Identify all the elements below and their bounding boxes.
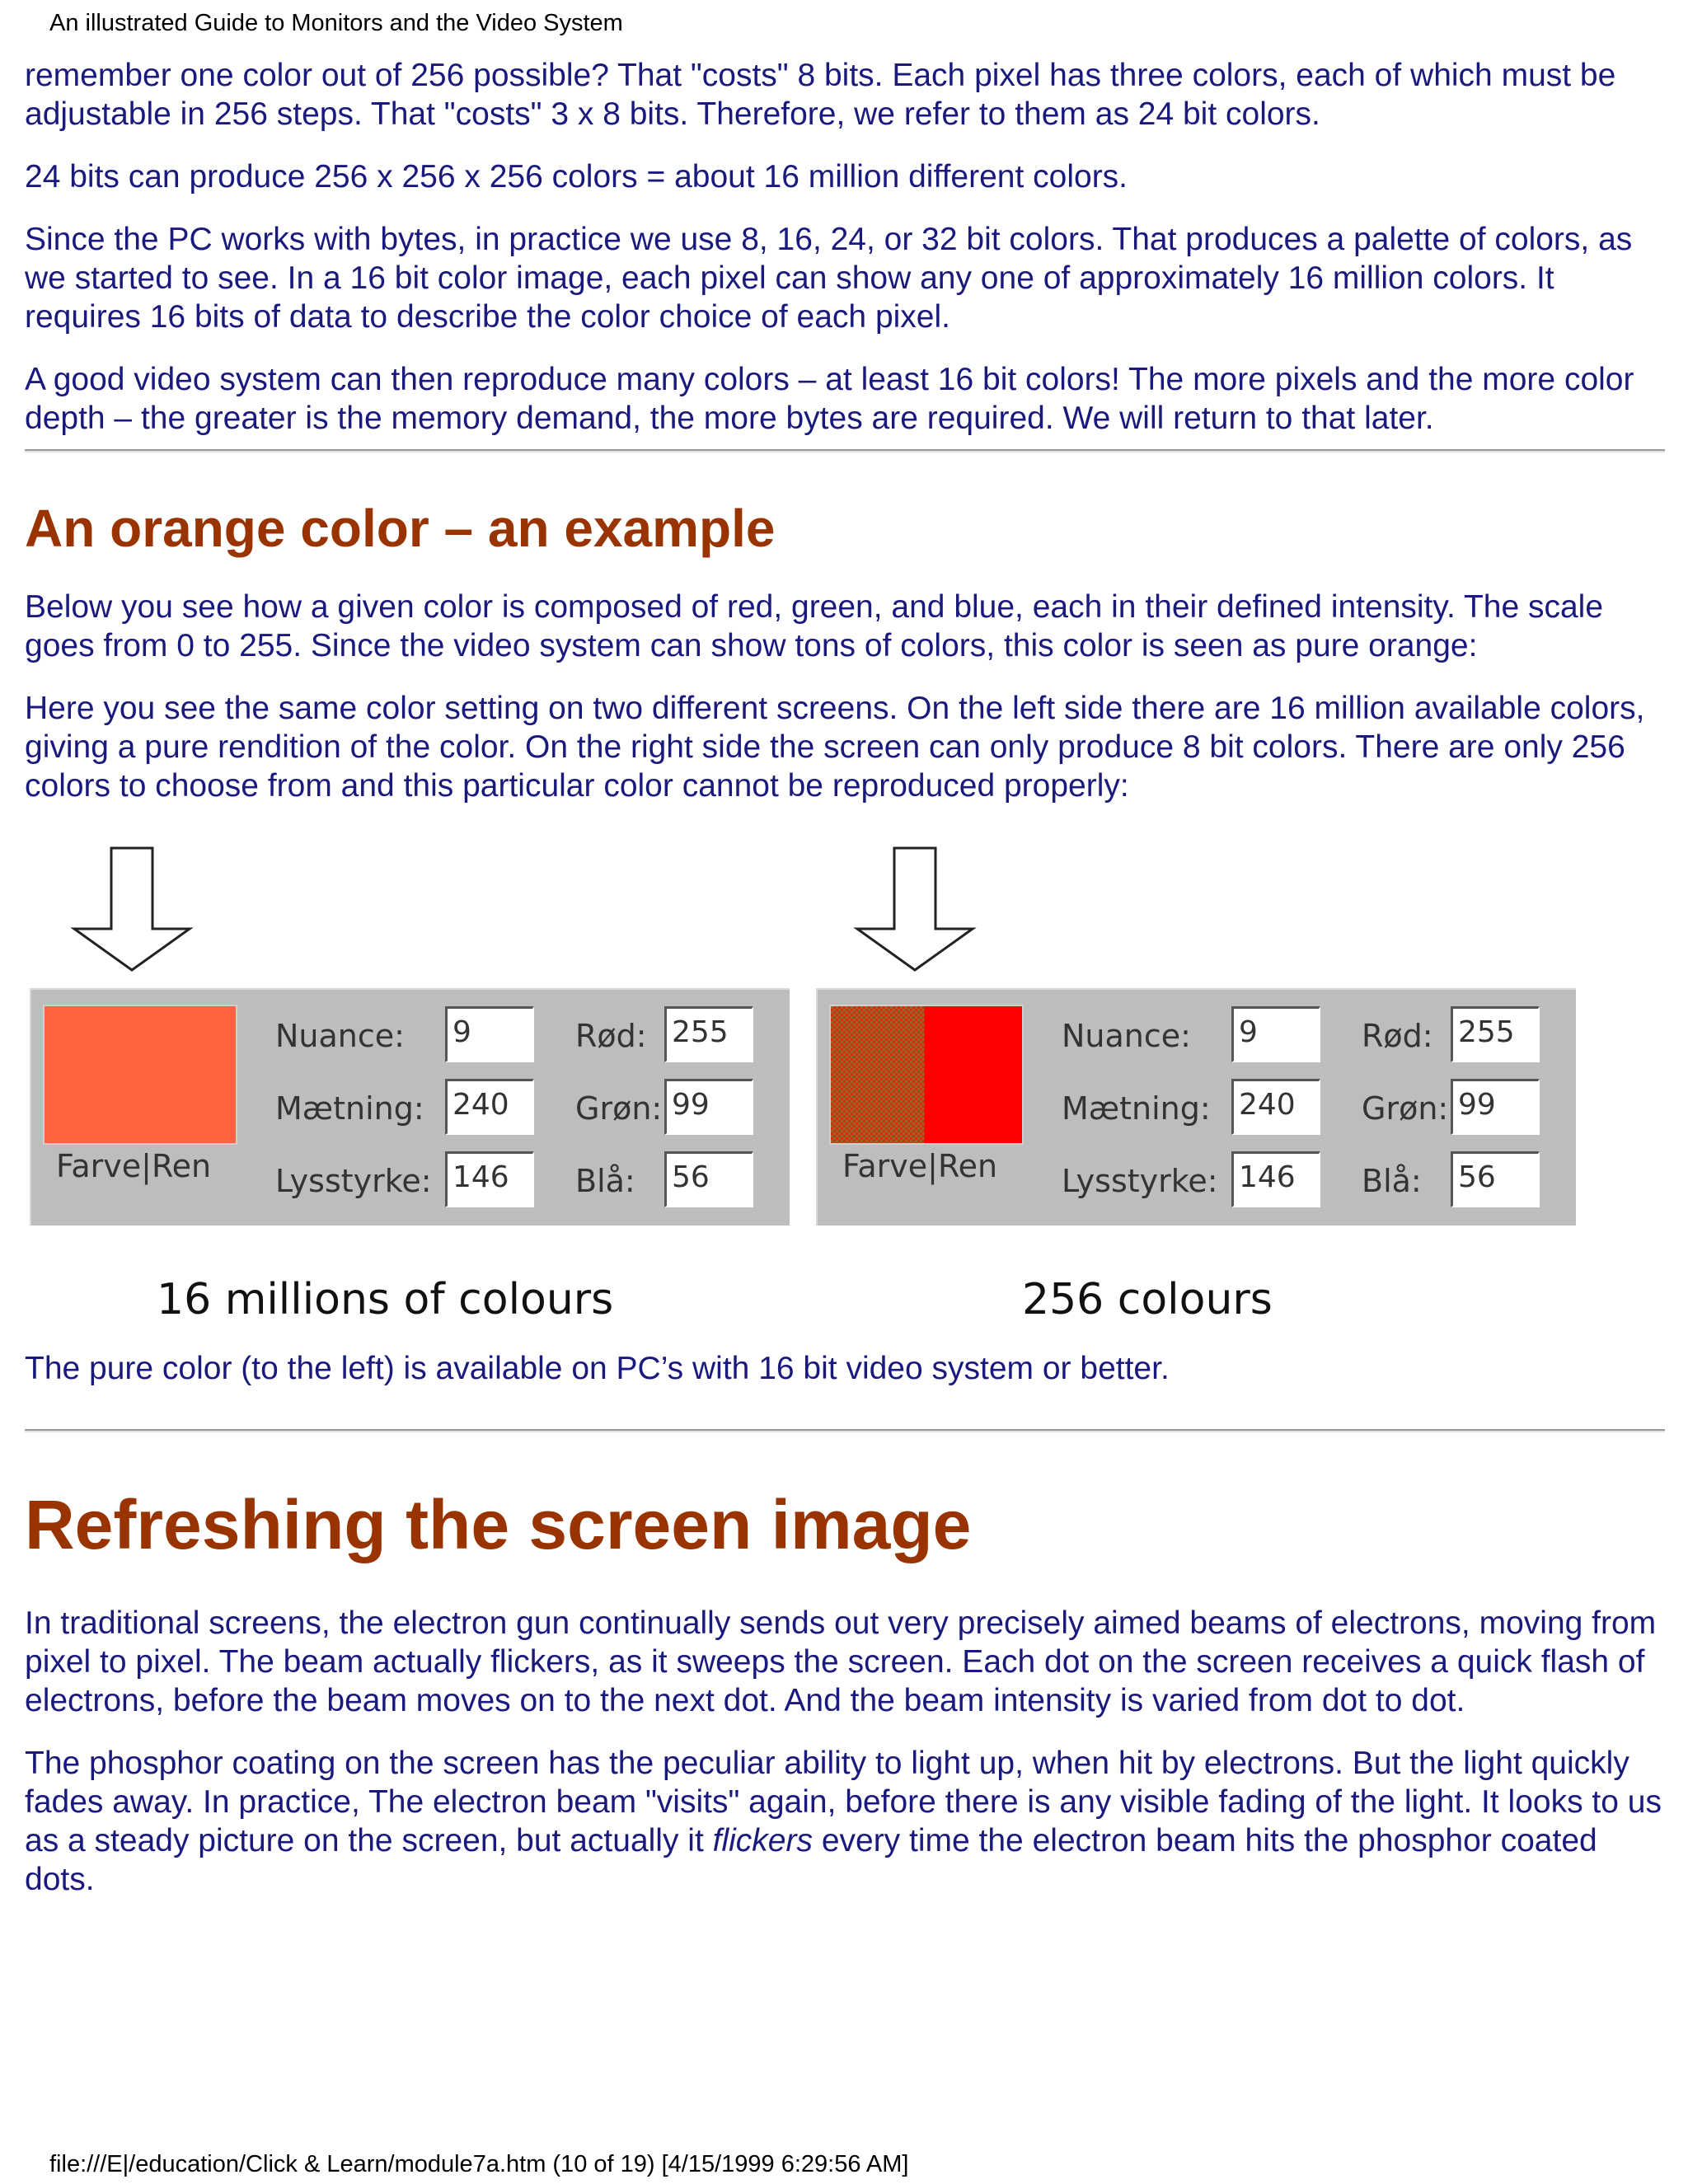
refresh-p2-start: The phosphor coating on the screen has the peculiar ability to light up, when hit by electrons. But the light quickly fades away. In practice, The electron beam "visits" again, before there is any visible fading of the light. It looks to us as a steady picture on the screen, but actually it	[25, 1746, 1662, 1858]
document-footer-url: file:///E|/education/Click & Learn/module7a.htm (10 of 19) [4/15/1999 6:29:56 AM]	[49, 2151, 909, 2177]
field-nuance[interactable]: 9	[1231, 1006, 1320, 1062]
orange-paragraph-1: Below you see how a given color is composed of red, green, and blue, each in their defined intensity. The scale goes from 0 to 255. Since the video system can show tons of colors, this color is seen as pure orange:	[25, 589, 1604, 663]
label-rod: Rød:	[1362, 1018, 1433, 1054]
intro-paragraph-3: Since the PC works with bytes, in practice we use 8, 16, 24, or 32 bit colors. That produces a palette of colors, as we started to see. In a 16 bit color image, each pixel can show any one of approximately 16 million colors. It requires 16 bits of data to describe the color choice of each pixel.	[25, 222, 1633, 335]
field-gron[interactable]: 99	[1451, 1079, 1540, 1135]
intro-paragraph-2: 24 bits can produce 256 x 256 x 256 colors = about 16 million different colors.	[25, 159, 1128, 194]
label-lysstyrke: Lysstyrke:	[275, 1163, 432, 1199]
page-content	[25, 56, 1665, 1923]
label-bla: Blå:	[575, 1163, 635, 1199]
label-gron: Grøn:	[1362, 1090, 1449, 1127]
document-header-title: An illustrated Guide to Monitors and the Video System	[49, 10, 623, 36]
caption-16-million: 16 millions of colours	[157, 1275, 614, 1324]
field-bla[interactable]: 56	[664, 1151, 753, 1207]
intro-paragraph-4: A good video system can then reproduce many colors – at least 16 bit colors! The more pixels and the more color depth – the greater is the memory demand, the more bytes are required. We will return to that later.	[25, 362, 1634, 436]
field-maetning[interactable]: 240	[1231, 1079, 1320, 1135]
label-maetning: Mætning:	[1062, 1090, 1211, 1127]
orange-after-paragraph: The pure color (to the left) is available on PC’s with 16 bit video system or better.	[25, 1351, 1170, 1386]
caption-256-colours: 256 colours	[1022, 1275, 1273, 1324]
section-heading-refresh: Refreshing the screen image	[25, 1486, 972, 1563]
emphasis-flickers: flickers	[712, 1823, 813, 1858]
intro-paragraph-1: remember one color out of 256 possible? That "costs" 8 bits. Each pixel has three colors, each of which must be adjustable in 256 steps. That "costs" 3 x 8 bits. Therefore, we refer to them as 24 bit colors.	[25, 58, 1616, 132]
field-gron[interactable]: 99	[664, 1079, 753, 1135]
label-rod: Rød:	[575, 1018, 647, 1054]
field-nuance[interactable]: 9	[445, 1006, 534, 1062]
label-nuance: Nuance:	[1062, 1018, 1191, 1054]
label-gron: Grøn:	[575, 1090, 663, 1127]
field-lysstyrke[interactable]: 146	[1231, 1151, 1320, 1207]
down-arrow-icon	[66, 846, 198, 972]
swatch-label: Farve|Ren	[56, 1148, 212, 1184]
color-swatch-pure	[43, 1005, 237, 1145]
color-dialog-256	[816, 988, 1576, 1226]
refresh-paragraph-2	[25, 1744, 1665, 1899]
color-dialog-16m	[30, 988, 790, 1226]
field-rod[interactable]: 255	[1451, 1006, 1540, 1062]
label-lysstyrke: Lysstyrke:	[1062, 1163, 1218, 1199]
refresh-p2-end: every time the electron beam hits the phosphor coated dots.	[25, 1823, 1597, 1897]
swatch-label: Farve|Ren	[842, 1148, 998, 1184]
field-rod[interactable]: 255	[664, 1006, 753, 1062]
field-bla[interactable]: 56	[1451, 1151, 1540, 1207]
label-nuance: Nuance:	[275, 1018, 405, 1054]
field-lysstyrke[interactable]: 146	[445, 1151, 534, 1207]
down-arrow-icon	[849, 846, 981, 972]
color-swatch-dithered	[829, 1005, 1024, 1145]
label-bla: Blå:	[1362, 1163, 1422, 1199]
horizontal-rule	[25, 1429, 1665, 1432]
color-comparison-figure	[25, 846, 1665, 1333]
refresh-paragraph-1: In traditional screens, the electron gun continually sends out very precisely aimed beams of electrons, moving from pixel to pixel. The beam actually flickers, as it sweeps the screen. Each dot on the screen receives a quick flash of electrons, before the beam moves on to the next dot. And the beam intensity is varied from dot to dot.	[25, 1605, 1657, 1718]
label-maetning: Mætning:	[275, 1090, 424, 1127]
field-maetning[interactable]: 240	[445, 1079, 534, 1135]
section-heading-orange: An orange color – an example	[25, 499, 776, 558]
horizontal-rule	[25, 449, 1665, 452]
orange-paragraph-2: Here you see the same color setting on two different screens. On the left side there are 16 million available colors, giving a pure rendition of the color. On the right side the screen can only produce 8 bit colors. There are only 256 colors to choose from and this particular color cannot be reproduced properly:	[25, 691, 1645, 804]
